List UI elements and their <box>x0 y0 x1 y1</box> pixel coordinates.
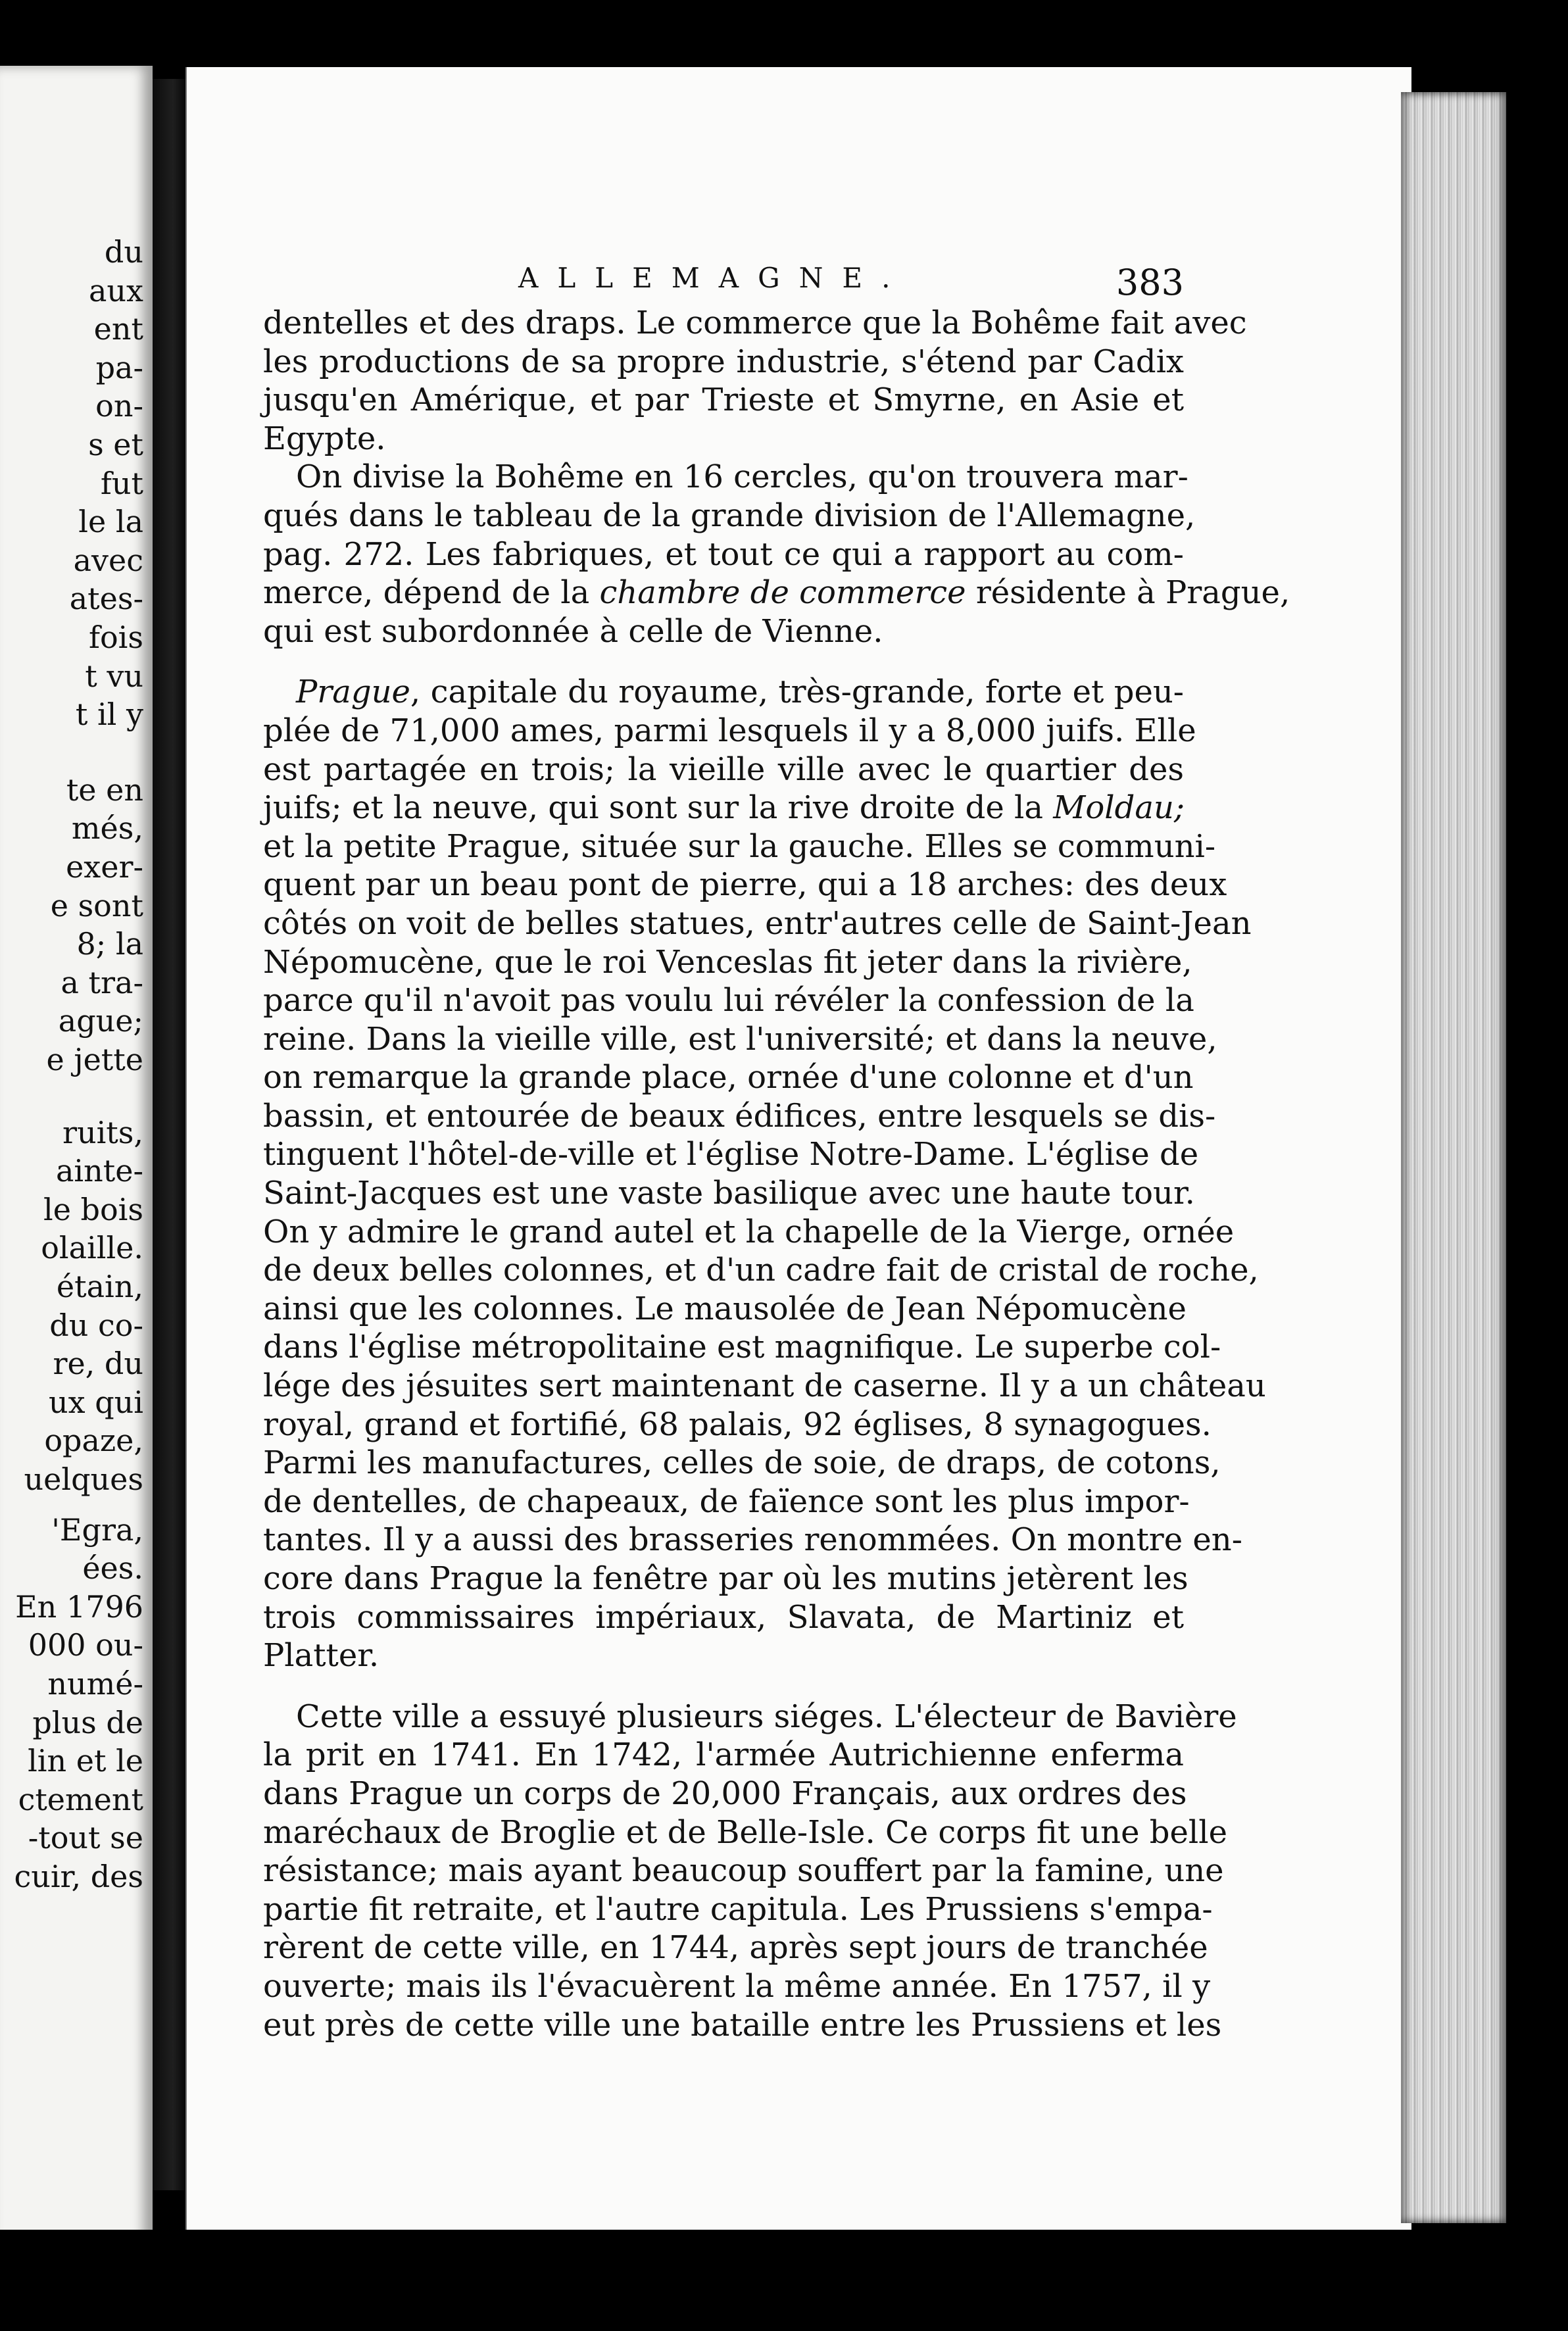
text-line <box>263 904 1252 943</box>
left-page-line-fragment: plus de <box>32 1704 143 1740</box>
text-line <box>263 1290 1187 1329</box>
left-page-line-fragment: ates- <box>69 581 143 617</box>
text-run: jusqu'en Amérique, et par Trieste et Smyrne, en Asie et <box>263 381 1184 419</box>
text-run: de dentelles, de chapeaux, de faïence sont les plus impor- <box>263 1483 1190 1520</box>
text-line <box>263 1598 1184 1637</box>
text-line <box>263 2006 1222 2045</box>
page-number: 383 <box>1115 262 1184 303</box>
left-page-line-fragment: olaille. <box>41 1230 143 1266</box>
text-line <box>263 789 1184 827</box>
text-line <box>263 1444 1221 1483</box>
text-run: tantes. Il y a aussi des brasseries renommées. On montre en- <box>263 1521 1242 1559</box>
left-page-line-fragment: 000 ou- <box>28 1627 143 1663</box>
left-page-line-fragment: t il y <box>75 697 143 733</box>
book-gutter <box>153 79 187 2190</box>
text-run: on remarque la grande place, ornée d'une colonne et d'un <box>263 1059 1194 1096</box>
text-run: trois commissaires impériaux, Slavata, de Martiniz et <box>263 1598 1184 1636</box>
text-run: Parmi les manufactures, celles de soie, de draps, de cotons, <box>263 1444 1221 1482</box>
left-page-line-fragment: 8; la <box>76 926 143 962</box>
text-line <box>263 673 1184 712</box>
text-run: dans l'église métropolitaine est magnifique. Le superbe col- <box>263 1329 1221 1366</box>
text-line <box>263 497 1196 535</box>
text-line <box>263 750 1184 789</box>
text-line <box>263 574 1290 612</box>
text-line <box>263 1559 1188 1598</box>
text-run: ouverte; mais ils l'évacuèrent la même année. En 1757, il y <box>263 1967 1211 2005</box>
text-line <box>263 1928 1208 1967</box>
text-run: résidente à Prague, <box>966 574 1290 612</box>
left-page-line-fragment: s et <box>88 427 143 462</box>
left-page-line-fragment: fois <box>88 620 143 655</box>
text-run: bassin, et entourée de beaux édifices, entre lesquels se dis- <box>263 1097 1216 1135</box>
text-line <box>263 1328 1221 1367</box>
text-line <box>263 1058 1194 1097</box>
text-line <box>263 612 1184 651</box>
text-run: tinguent l'hôtel-de-ville et l'église Notre-Dame. L'église de <box>263 1136 1199 1173</box>
left-page-line-fragment: ées. <box>82 1550 143 1586</box>
text-run: , capitale du royaume, très-grande, forte et peu- <box>410 674 1184 711</box>
left-page-line-fragment: més, <box>71 810 143 847</box>
left-page-line-fragment: ctement <box>18 1781 143 1817</box>
text-line <box>263 1251 1259 1290</box>
paragraph <box>263 1698 1237 2044</box>
left-page-line-fragment: aux <box>89 272 143 308</box>
text-line <box>263 981 1194 1020</box>
paragraph-gap <box>263 1675 1184 1698</box>
text-line <box>263 866 1227 904</box>
left-page-line-fragment: pa- <box>95 349 143 385</box>
text-run: la prit en 1741. En 1742, l'armée Autrichienne enferma <box>263 1736 1184 1774</box>
text-line <box>263 1852 1224 1890</box>
left-page-line-fragment: lin et le <box>28 1743 143 1779</box>
text-line <box>263 1698 1237 1736</box>
text-run: Cette ville a essuyé plusieurs siéges. L'électeur de Bavière <box>296 1698 1237 1735</box>
left-page-line-fragment: on- <box>95 388 143 424</box>
text-line <box>263 420 1184 458</box>
left-page-line-fragment: e jette <box>46 1042 143 1077</box>
left-page-line-fragment: e sont <box>50 887 143 923</box>
text-run: dentelles et des draps. Le commerce que la Bohême fait avec <box>263 305 1247 341</box>
text-line <box>263 1367 1266 1406</box>
text-run: Egypte. <box>263 420 386 457</box>
left-page-line-fragment: exer- <box>66 849 143 885</box>
text-run: rèrent de cette ville, en 1744, après sept jours de tranchée <box>263 1929 1208 1967</box>
text-line <box>263 1967 1211 2006</box>
text-line <box>263 827 1216 866</box>
paragraph <box>263 304 1247 458</box>
italic-text: Moldau; <box>1053 789 1185 827</box>
text-line <box>263 304 1247 343</box>
left-page-line-fragment: t vu <box>85 658 143 694</box>
text-run: On divise la Bohême en 16 cercles, qu'on trouvera mar- <box>296 458 1188 496</box>
text-run: core dans Prague la fenêtre par où les mutins jetèrent les <box>263 1560 1188 1597</box>
text-line <box>263 1135 1199 1174</box>
text-line <box>263 1813 1227 1852</box>
left-page-line-fragment: te en <box>66 772 143 808</box>
text-run: parce qu'il n'avoit pas voulu lui révéler la confession de la <box>263 982 1194 1019</box>
text-run: est partagée en trois; la vieille ville avec le quartier des <box>263 750 1184 788</box>
text-line <box>263 1890 1213 1929</box>
left-page-line-fragment: numé- <box>47 1666 143 1702</box>
left-page-line-fragment: ent <box>93 311 143 347</box>
text-run: merce, dépend de la <box>263 574 600 612</box>
text-run: reine. Dans la vieille ville, est l'université; et dans la neuve, <box>263 1020 1217 1058</box>
text-line <box>263 1636 1184 1675</box>
text-run: ainsi que les colonnes. Le mausolée de Jean Népomucène <box>263 1290 1187 1327</box>
italic-text: chambre de commerce <box>599 574 966 612</box>
left-page-line-fragment: avec <box>73 542 143 578</box>
left-page-line-fragment: ague; <box>58 1003 143 1039</box>
scan-border <box>0 2230 1568 2331</box>
text-run: dans Prague un corps de 20,000 Français, aux ordres des <box>263 1775 1187 1812</box>
paragraph-gap <box>263 650 1184 673</box>
running-head: ALLEMAGNE. <box>518 262 910 294</box>
left-page-line-fragment: étain, <box>56 1269 143 1304</box>
text-run: les productions de sa propre industrie, s'étend par Cadix <box>263 343 1184 380</box>
text-line <box>263 1483 1190 1521</box>
left-page-line-fragment: a tra- <box>61 964 143 1000</box>
left-facing-page <box>0 66 153 2282</box>
text-run: de deux belles colonnes, et d'un cadre fait de cristal de roche, <box>263 1252 1259 1289</box>
text-run: plée de 71,000 ames, parmi lesquels il y a 8,000 juifs. Elle <box>263 712 1196 749</box>
left-page-line-fragment: uelques <box>24 1461 143 1497</box>
text-line <box>263 1213 1235 1252</box>
text-line <box>263 535 1184 574</box>
left-page-line-fragment: ux qui <box>49 1384 143 1420</box>
text-run: lége des jésuites sert maintenant de caserne. Il y a un château <box>263 1367 1266 1405</box>
text-run: partie fit retraite, et l'autre capitula. Les Prussiens s'empa- <box>263 1890 1213 1928</box>
paragraph <box>263 673 1266 1675</box>
text-run: Platter. <box>263 1637 380 1675</box>
text-run: eut près de cette ville une bataille entre les Prussiens et les <box>263 2006 1222 2044</box>
text-run: quent par un beau pont de pierre, qui a 18 arches: des deux <box>263 866 1227 904</box>
text-line <box>263 1736 1184 1775</box>
text-line <box>263 1521 1242 1559</box>
text-run: Népomucène, que le roi Venceslas fit jeter dans la rivière, <box>263 943 1192 981</box>
left-page-line-fragment: ruits, <box>62 1114 143 1150</box>
text-run: maréchaux de Broglie et de Belle-Isle. Ce corps fit une belle <box>263 1813 1227 1851</box>
text-run: qui est subordonnée à celle de Vienne. <box>263 612 883 650</box>
body-text <box>263 304 1290 2044</box>
text-run: côtés on voit de belles statues, entr'autres celle de Saint-Jean <box>263 904 1252 942</box>
text-run: qués dans le tableau de la grande division de l'Allemagne, <box>263 497 1196 534</box>
left-page-line-fragment: 'Egra, <box>51 1511 143 1548</box>
left-page-line-fragment: opaze, <box>44 1423 143 1459</box>
text-run: et la petite Prague, située sur la gauche. Elles se communi- <box>263 827 1216 865</box>
paragraph <box>263 458 1290 650</box>
text-line <box>263 1406 1212 1444</box>
left-page-line-fragment: du <box>104 234 143 270</box>
left-page-line-fragment: le bois <box>43 1191 143 1227</box>
page-edges <box>1401 92 1506 2223</box>
text-run: juifs; et la neuve, qui sont sur la rive droite de la <box>263 789 1054 827</box>
text-line <box>263 1020 1217 1059</box>
text-line <box>263 1097 1216 1136</box>
left-page-line-fragment: En 1796 <box>15 1588 143 1625</box>
text-run: royal, grand et fortifié, 68 palais, 92 églises, 8 synagogues. <box>263 1406 1212 1443</box>
text-line <box>263 381 1184 420</box>
text-line <box>263 712 1196 750</box>
left-page-line-fragment: du co- <box>49 1307 143 1343</box>
text-line <box>263 1174 1195 1213</box>
left-page-line-fragment: cuir, des <box>14 1859 143 1894</box>
text-line <box>263 943 1192 982</box>
left-page-line-fragment: fut <box>100 465 143 501</box>
page-header <box>263 262 1184 308</box>
text-line <box>263 343 1184 381</box>
left-page-line-fragment: re, du <box>53 1346 143 1382</box>
text-run: pag. 272. Les fabriques, et tout ce qui a rapport au com- <box>263 535 1184 573</box>
left-page-line-fragment: ainte- <box>55 1153 143 1189</box>
text-run: On y admire le grand autel et la chapelle de la Vierge, ornée <box>263 1213 1235 1250</box>
italic-text: Prague <box>296 674 410 711</box>
text-line <box>263 458 1188 497</box>
text-run: Saint-Jacques est une vaste basilique avec une haute tour. <box>263 1175 1195 1212</box>
left-page-line-fragment: le la <box>78 504 143 540</box>
text-line <box>263 1775 1187 1813</box>
text-run: résistance; mais ayant beaucoup souffert par la famine, une <box>263 1852 1224 1890</box>
left-page-line-fragment: -tout se <box>28 1820 143 1856</box>
